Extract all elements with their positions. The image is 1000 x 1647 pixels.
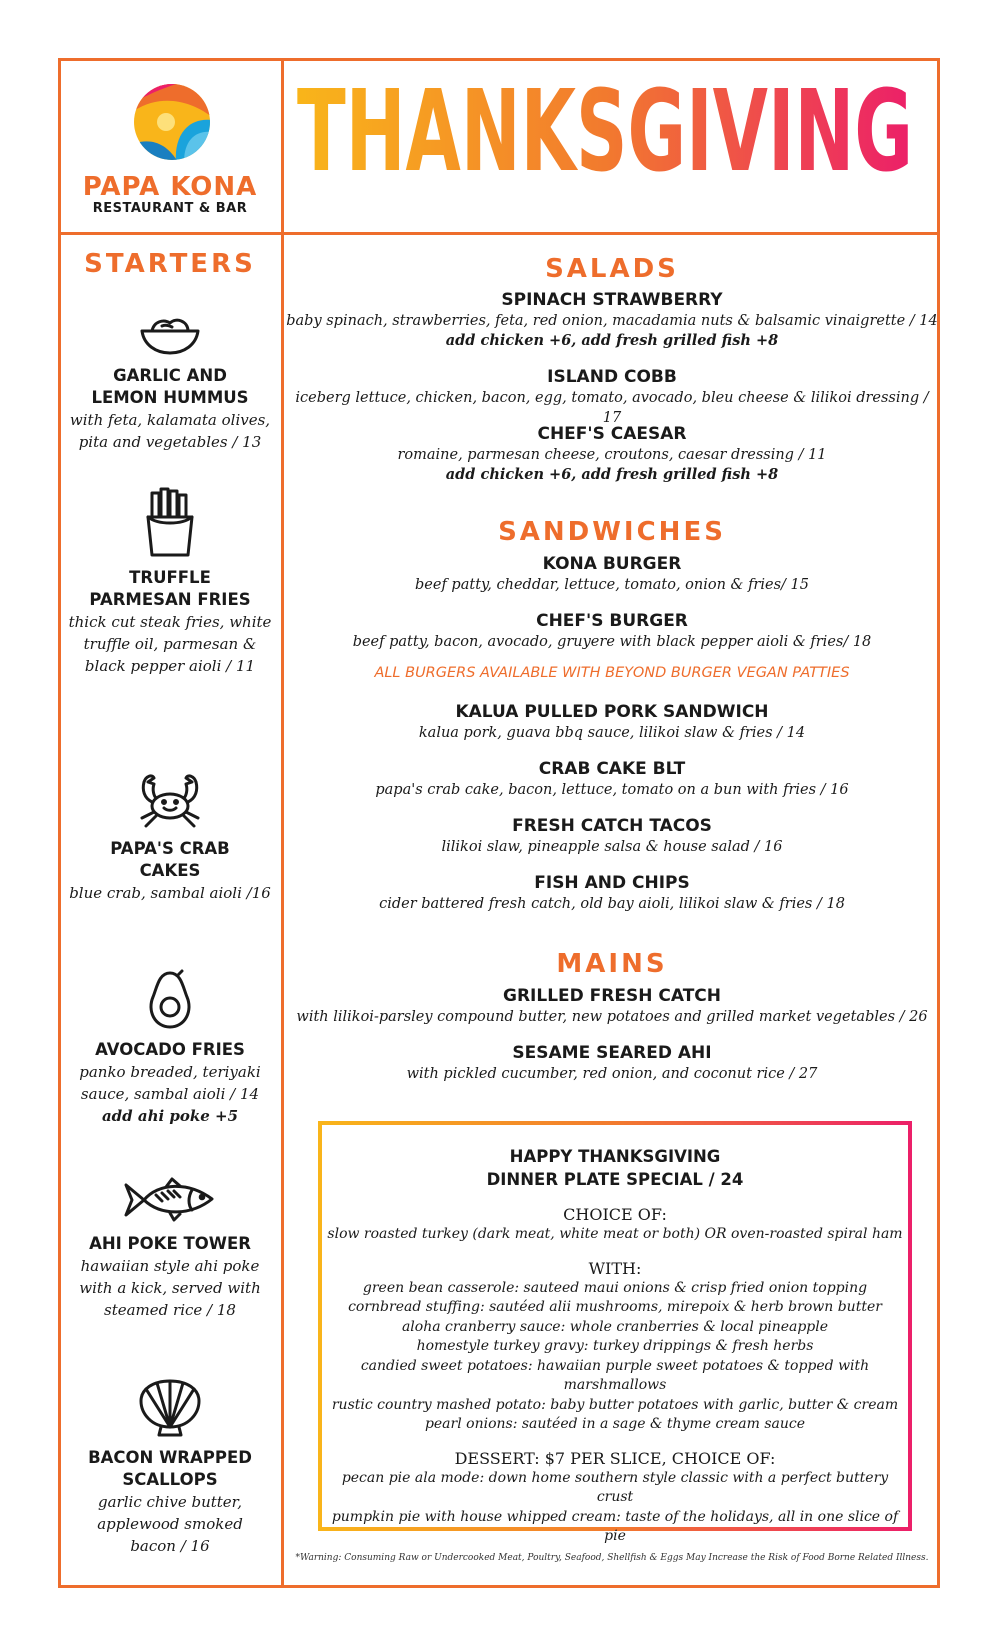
choice-heading: CHOICE OF: <box>563 1205 667 1224</box>
menu-item <box>284 872 940 914</box>
scallop-shell-icon <box>137 1377 203 1439</box>
item-description: kalua pork, guava bbq sauce, lilikoi slaw & fries / 14 <box>418 725 806 741</box>
starter-item <box>62 487 278 677</box>
item-description: with pickled cucumber, red onion, and coconut rice / 27 <box>406 1066 818 1082</box>
salads-heading: SALADS <box>545 254 679 284</box>
starter-addon: add ahi poke +5 <box>101 1107 239 1125</box>
starter-description: garlic chive butter, applewood smoked bacon / 16 <box>97 1493 243 1555</box>
item-description: cider battered fresh catch, old bay aioli, lilikoi slaw & fries / 18 <box>379 896 845 912</box>
starter-name: AHI POKE TOWER <box>89 1234 251 1253</box>
logo <box>60 60 280 232</box>
starter-name: PAPA'S CRAB CAKES <box>110 839 230 880</box>
starter-name: AVOCADO FRIES <box>95 1040 245 1059</box>
item-name: SPINACH STRAWBERRY <box>501 290 723 310</box>
menu-item <box>284 423 940 485</box>
item-description: with lilikoi-parsley compound butter, new potatoes and grilled market vegetables / 26 <box>296 1009 928 1025</box>
food-warning: *Warning: Consuming Raw or Undercooked Meat, Poultry, Seafood, Shellfish & Eggs May Increase the Risk of Food Borne Related Illness. <box>295 1553 929 1563</box>
hummus-bowl-icon <box>138 313 202 357</box>
with-heading: WITH: <box>588 1258 642 1278</box>
item-name: SESAME SEARED AHI <box>512 1043 712 1063</box>
wave-sun-logo-icon <box>132 82 212 162</box>
item-name: FRESH CATCH TACOS <box>512 816 712 836</box>
item-name: CHEF'S BURGER <box>536 611 688 631</box>
dessert-line: pecan pie ala mode: down home southern style classic with a perfect buttery crust <box>341 1469 889 1505</box>
item-name: CHEF'S CAESAR <box>537 424 687 444</box>
side-line: cornbread stuffing: sautéed alii mushrooms, mirepoix & herb brown butter <box>348 1299 882 1315</box>
page-title <box>297 70 927 190</box>
menu-item <box>284 366 940 428</box>
fish-icon <box>122 1175 218 1225</box>
menu-item <box>284 985 940 1027</box>
special-title: HAPPY THANKSGIVING DINNER PLATE SPECIAL / 24 <box>486 1147 744 1189</box>
item-description: lilikoi slaw, pineapple salsa & house salad / 16 <box>441 839 783 855</box>
item-name: KALUA PULLED PORK SANDWICH <box>455 702 769 722</box>
crab-icon <box>134 770 206 830</box>
item-addon: add chicken +6, add fresh grilled fish +8 <box>445 332 779 349</box>
item-description: iceberg lettuce, chicken, bacon, egg, tomato, avocado, bleu cheese & lilikoi dressing / 17 <box>295 390 929 426</box>
item-description: beef patty, bacon, avocado, gruyere with black pepper aioli & fries/ 18 <box>352 634 872 650</box>
sandwiches-heading: SANDWICHES <box>498 517 726 547</box>
item-description: papa's crab cake, bacon, lettuce, tomato on a bun with fries / 16 <box>375 782 849 798</box>
starters-heading: STARTERS <box>84 249 256 279</box>
menu-item <box>284 289 940 351</box>
item-description: baby spinach, strawberries, feta, red onion, macadamia nuts & balsamic vinaigrette / 14 <box>286 313 938 329</box>
item-addon: add chicken +6, add fresh grilled fish +8 <box>445 466 779 483</box>
menu-item <box>284 553 940 595</box>
thanksgiving-special <box>322 1125 908 1547</box>
avocado-icon <box>145 969 195 1031</box>
item-name: FISH AND CHIPS <box>534 873 690 893</box>
menu-item <box>284 701 940 743</box>
choice-line: slow roasted turkey (dark meat, white meat or both) OR oven-roasted spiral ham <box>327 1226 903 1242</box>
starter-name: GARLIC AND LEMON HUMMUS <box>91 366 249 407</box>
menu-item <box>284 610 940 652</box>
item-description: romaine, parmesan cheese, croutons, caesar dressing / 11 <box>397 447 827 463</box>
starter-item <box>62 1377 278 1557</box>
starter-name: TRUFFLE PARMESAN FRIES <box>89 568 251 609</box>
dessert-heading: DESSERT: $7 PER SLICE, CHOICE OF: <box>454 1448 776 1468</box>
logo-subtitle: RESTAURANT & BAR <box>92 201 248 216</box>
item-name: CRAB CAKE BLT <box>538 759 686 779</box>
starter-item <box>62 1175 278 1321</box>
fries-icon <box>144 487 196 559</box>
menu-item <box>284 758 940 800</box>
starter-name: BACON WRAPPED SCALLOPS <box>88 1448 252 1489</box>
side-line: candied sweet potatoes: hawaiian purple sweet potatoes & topped with marshmallows <box>360 1357 870 1393</box>
logo-name: PAPA KONA <box>82 172 258 202</box>
menu-item <box>284 1042 940 1084</box>
vegan-note: ALL BURGERS AVAILABLE WITH BEYOND BURGER VEGAN PATTIES <box>374 665 850 681</box>
item-name: KONA BURGER <box>542 554 682 574</box>
item-name: GRILLED FRESH CATCH <box>503 986 721 1006</box>
starter-description: panko breaded, teriyaki sauce, sambal aioli / 14 <box>79 1063 261 1103</box>
side-line: green bean casserole: sauteed maui onions & crisp fried onion topping <box>362 1279 868 1296</box>
menu-item <box>284 815 940 857</box>
starter-item <box>62 313 278 453</box>
header-divider <box>58 232 940 235</box>
starter-description: thick cut steak fries, white truffle oil, parmesan & black pepper aioli / 11 <box>68 613 272 675</box>
starter-description: with feta, kalamata olives, pita and vegetables / 13 <box>69 411 271 451</box>
item-description: beef patty, cheddar, lettuce, tomato, onion & fries/ 15 <box>415 577 809 593</box>
side-line: rustic country mashed potato: baby butter potatoes with garlic, butter & cream <box>331 1396 899 1413</box>
item-name: ISLAND COBB <box>547 367 677 387</box>
starter-item <box>62 969 278 1127</box>
starter-description: hawaiian style ahi poke with a kick, served with steamed rice / 18 <box>79 1257 261 1319</box>
side-line: aloha cranberry sauce: whole cranberries & local pineapple <box>401 1318 829 1335</box>
side-line: pearl onions: sautéed in a sage & thyme cream sauce <box>424 1416 806 1432</box>
side-line: homestyle turkey gravy: turkey drippings & fresh herbs <box>416 1338 814 1354</box>
mains-heading: MAINS <box>556 949 668 979</box>
dessert-line: pumpkin pie with house whipped cream: taste of the holidays, all in one slice of pie <box>331 1508 899 1544</box>
starter-description: blue crab, sambal aioli /16 <box>69 884 271 902</box>
starter-item <box>62 770 278 904</box>
title-text: THANKSGIVING <box>297 70 913 190</box>
